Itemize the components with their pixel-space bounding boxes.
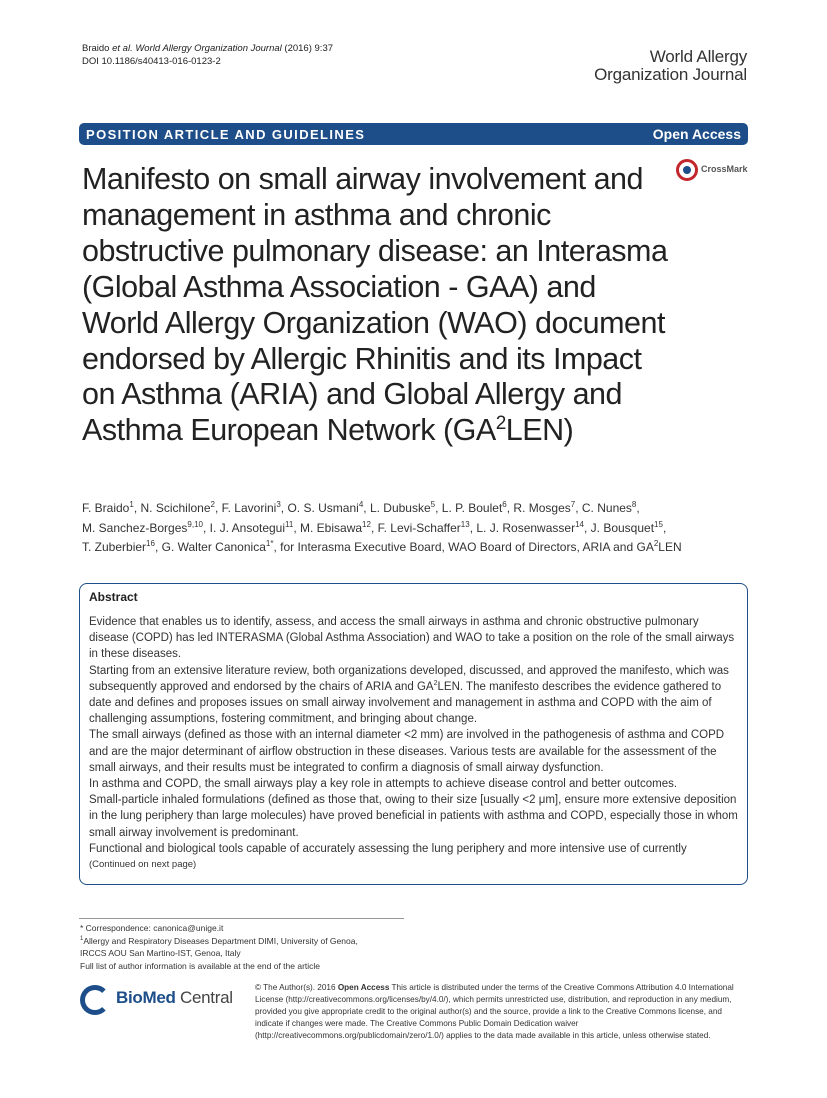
doi-link[interactable]: DOI 10.1186/s40413-016-0123-2 [82,56,221,67]
affiliation-line2: IRCCS AOU San Martino-IST, Genoa, Italy [80,948,241,959]
abstract-paragraph: Starting from an extensive literature review, both organizations developed, discussed, and approved the manifesto, which was subsequently approved and endorsed by the chairs of ARIA and $GA^2LEN$. The manifesto describes the evidence gathered to date and defines and proposes issues on small airway involvement and management in asthma and COPD with the aim of challenging assumptions, fostering commitment, and bringing about change. [89,664,729,726]
crossmark-badge[interactable] [676,158,756,184]
citation-authors: Braido [82,43,113,54]
abstract-heading: Abstract [89,590,138,604]
article-title [82,162,672,449]
title-superscript: 2 [495,413,506,435]
journal-logo-line2: Organization Journal [594,65,747,84]
author: F. Levi-Schaffer$^{13}$ [377,519,470,535]
author: L. Dubuske$^5$ [369,500,436,515]
author: L. P. Boulet$^6$ [441,500,507,515]
abstract-paragraph: In asthma and COPD, the small airways play a key role in attempts to achieve disease control and better outcomes. [89,778,678,791]
crossmark-icon [676,159,698,181]
author: N. Scichilone$^2$ [140,500,215,515]
author: I. J. Ansotegui$^{11}$ [209,519,294,535]
biomed-central-logo [80,983,240,1019]
author: G. Walter Canonica$^{1*}$ [161,539,274,554]
author: F. Braido$^1$ [82,500,134,515]
logo-regular-text: Central [175,988,233,1007]
abstract-paragraph: Functional and biological tools capable of accurately assessing the lung periphery and more intensive use of currently [89,842,687,855]
title-end: LEN) [505,413,574,448]
article-type-label: POSITION ARTICLE AND GUIDELINES [86,126,366,142]
abstract-continued-note: (Continued on next page) [89,859,197,871]
author: T. Zuberbier$^{16}$ [82,539,155,554]
author: M. Sanchez-Borges$^{9,10}$ [82,519,203,535]
author-list: F. Braido$^1$, N. Scichilone$^2$, F. Lavorini$^3$, O. S. Usmani$^4$, L. Dubuske$^5$, L. P. Boulet$^6$, R. Mosges$^7$, C. Nunes$^8$, M. Sanchez-Borges$^{9,10}$, I. J. Ansotegui$^{11}$, M. Ebisawa$^{12}$, F. Levi-Schaffer$^{13}$, L. J. Rosenwasser$^{14}$, J. Bousquet$^{15}$, T. Zuberbier$^{16}$, G. Walter Canonica$^{1*}$, for Interasma Executive Board, WAO Board of Directors, ARIA and $GA^2LEN$ [82,500,682,554]
open-access-bold: Open Access [337,983,390,992]
citation-header [82,42,333,68]
biomed-ring-icon [80,985,110,1015]
abstract-paragraph: The small airways (defined as those with an internal diameter <2 mm) are involved in the pathogenesis of asthma and COPD and are the major determinant of airflow obstruction in these diseases. Various tests are available for the assessment of the small airways, and their results must be integrated to confirm a diagnosis of small airway dysfunction. [89,729,725,774]
author: O. S. Usmani$^4$ [287,500,364,515]
author: L. J. Rosenwasser$^{14}$ [476,519,584,535]
author: J. Bousquet$^{15}$ [590,519,663,535]
license-statement: © The Author(s). 2016 Open Access This article is distributed under the terms of the Creative Commons Attribution 4.0 International License (http://creativecommons.org/licenses/by/4.0/), which permits unrestricted use, distribution, and reproduction in any medium, provided you give appropriate credit to the original author(s) and the source, provide a link to the Creative Commons license, and indicate if changes were made. The Creative Commons Public Domain Dedication waiver (http://creativecommons.org/publicdomain/zero/1.0/) applies to the data made available in this article, unless otherwise stated. [255,983,734,1040]
footnote-divider [79,918,404,919]
author: M. Ebisawa$^{12}$ [300,519,371,535]
crossmark-label: CrossMark [701,164,748,174]
author: R. Mosges$^7$ [513,500,576,515]
abstract-body [89,614,741,873]
title-text: Manifesto on small airway involvement and management in asthma and chronic obstructive pulmonary disease: an Interasma (Global Asthma Association - GAA) and World Allergy Organization (WAO) document endorsed by Allergic Rhinitis and its Impact on Asthma (ARIA) and Global Allergy and Asthma European Network (GA [82,162,668,448]
authors-tail: for Interasma Executive Board, WAO Board of Directors, ARIA and $GA^2LEN$ [280,539,682,554]
citation-year-volume: (2016) 9:37 [281,43,334,54]
correspondence-email[interactable]: * Correspondence: canonica@unige.it [80,923,224,933]
abstract-paragraph: Small-particle inhaled formulations (defined as those that, owing to their size [usually <2 μm], ensure more extensive deposition in the lung periphery than large molecules) have proved beneficial in patients with asthma and COPD, especially those in whom small airway involvement is predominant. [89,794,738,839]
affiliation: $^1$Allergy and Respiratory Diseases Department DIMI, University of Genoa, [80,935,358,946]
article-type-banner [79,123,748,145]
open-access-label: Open Access [652,126,741,142]
footnotes [80,922,420,972]
author-info-note: Full list of author information is available at the end of the article [80,960,321,971]
abstract-paragraph: Evidence that enables us to identify, assess, and access the small airways in asthma and chronic obstructive pulmonary disease (COPD) has led INTERASMA (Global Asthma Association) and WAO to take a position on the role of the small airways in these diseases. [89,616,735,661]
logo-bold-text: BioMed [116,988,176,1007]
journal-logo [594,48,747,84]
citation-journal: et al. World Allergy Organization Journal [112,43,282,54]
author: C. Nunes$^8$ [581,500,637,515]
author: F. Lavorini$^3$ [221,500,281,515]
journal-logo-line1: World Allergy [649,47,747,66]
